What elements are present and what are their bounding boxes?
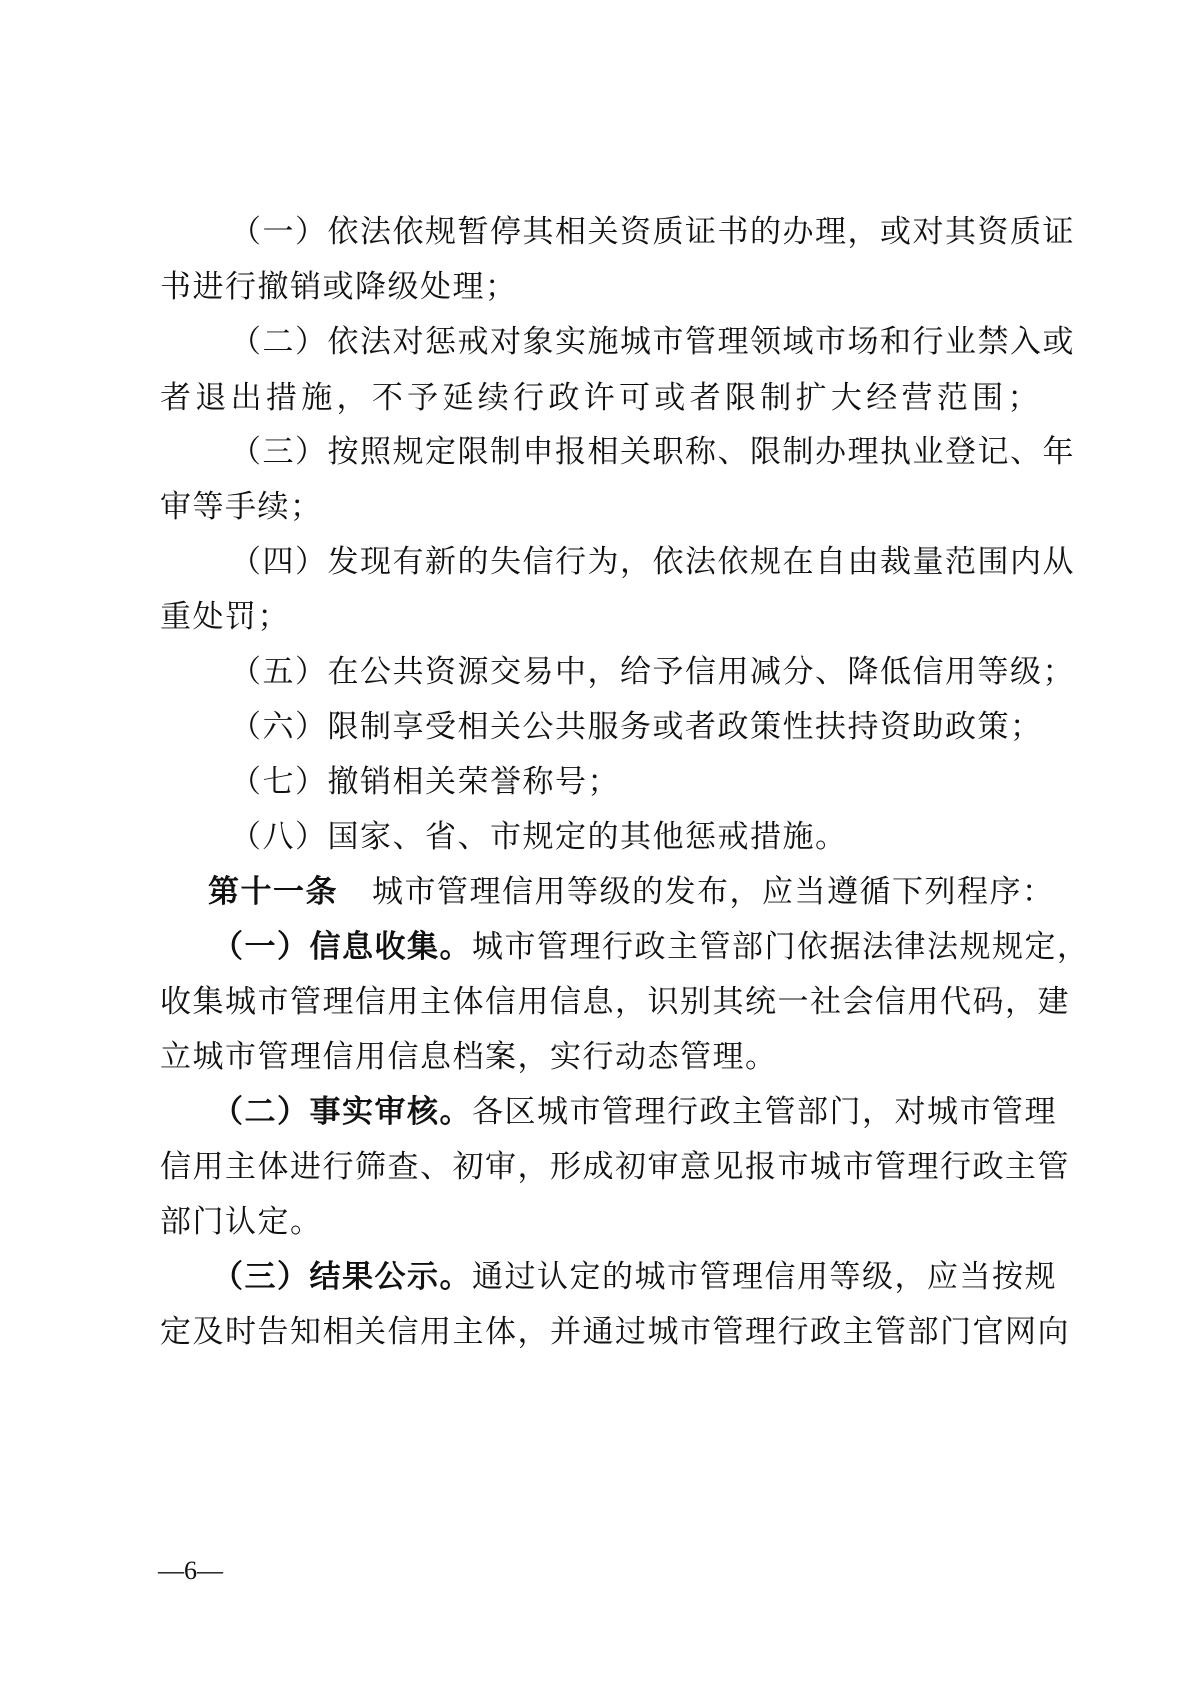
paragraph-line: （六）限制享受相关公共服务或者政策性扶持资助政策； bbox=[230, 709, 1043, 745]
item-text: 各区城市管理行政主管部门，对城市管理 bbox=[472, 1094, 1057, 1130]
article-text: 城市管理信用等级的发布，应当遵循下列程序： bbox=[372, 874, 1055, 910]
item-label: （一）信息收集。 bbox=[212, 929, 472, 965]
item-label: （二）事实审核。 bbox=[212, 1094, 472, 1130]
paragraph-line: 立城市管理信用信息档案，实行动态管理。 bbox=[160, 1039, 778, 1075]
paragraph-line: 部门认定。 bbox=[160, 1204, 323, 1240]
paragraph-line: 收集城市管理信用主体信用信息，识别其统一社会信用代码，建 bbox=[160, 984, 1070, 1020]
item-text: 通过认定的城市管理信用等级，应当按规 bbox=[472, 1259, 1057, 1295]
paragraph-line: （四）发现有新的失信行为，依法依规在自由裁量范围内从 bbox=[230, 544, 1075, 580]
paragraph-line: 信用主体进行筛查、初审，形成初审意见报市城市管理行政主管 bbox=[160, 1149, 1070, 1185]
paragraph-line: （七）撤销相关荣誉称号； bbox=[230, 764, 620, 800]
paragraph-line: （三）按照规定限制申报相关职称、限制办理执业登记、年 bbox=[230, 434, 1075, 470]
paragraph-line: 重处罚； bbox=[160, 599, 290, 635]
item-label: （三）结果公示。 bbox=[212, 1259, 472, 1295]
paragraph-line: （八）国家、省、市规定的其他惩戒措施。 bbox=[230, 819, 848, 855]
paragraph-line: （五）在公共资源交易中，给予信用减分、降低信用等级； bbox=[230, 654, 1075, 690]
page-number: —6— bbox=[158, 1556, 223, 1585]
paragraph-line: 审等手续； bbox=[160, 489, 323, 525]
paragraph-line: 定及时告知相关信用主体，并通过城市管理行政主管部门官网向 bbox=[160, 1314, 1070, 1350]
article-heading: 第十一条 bbox=[208, 874, 338, 910]
paragraph-line: 者退出措施，不予延续行政许可或者限制扩大经营范围； bbox=[160, 380, 1040, 416]
article-11-line bbox=[208, 872, 1055, 912]
paragraph-line: （一）依法依规暂停其相关资质证书的办理，或对其资质证 bbox=[230, 214, 1075, 250]
item-text: 城市管理行政主管部门依据法律法规规定， bbox=[472, 929, 1090, 965]
paragraph-line: （二）依法对惩戒对象实施城市管理领域市场和行业禁入或 bbox=[230, 324, 1075, 360]
item-1-line bbox=[212, 927, 1090, 967]
item-2-line bbox=[212, 1092, 1057, 1132]
item-3-line bbox=[212, 1257, 1057, 1297]
paragraph-line: 书进行撤销或降级处理； bbox=[160, 269, 518, 305]
